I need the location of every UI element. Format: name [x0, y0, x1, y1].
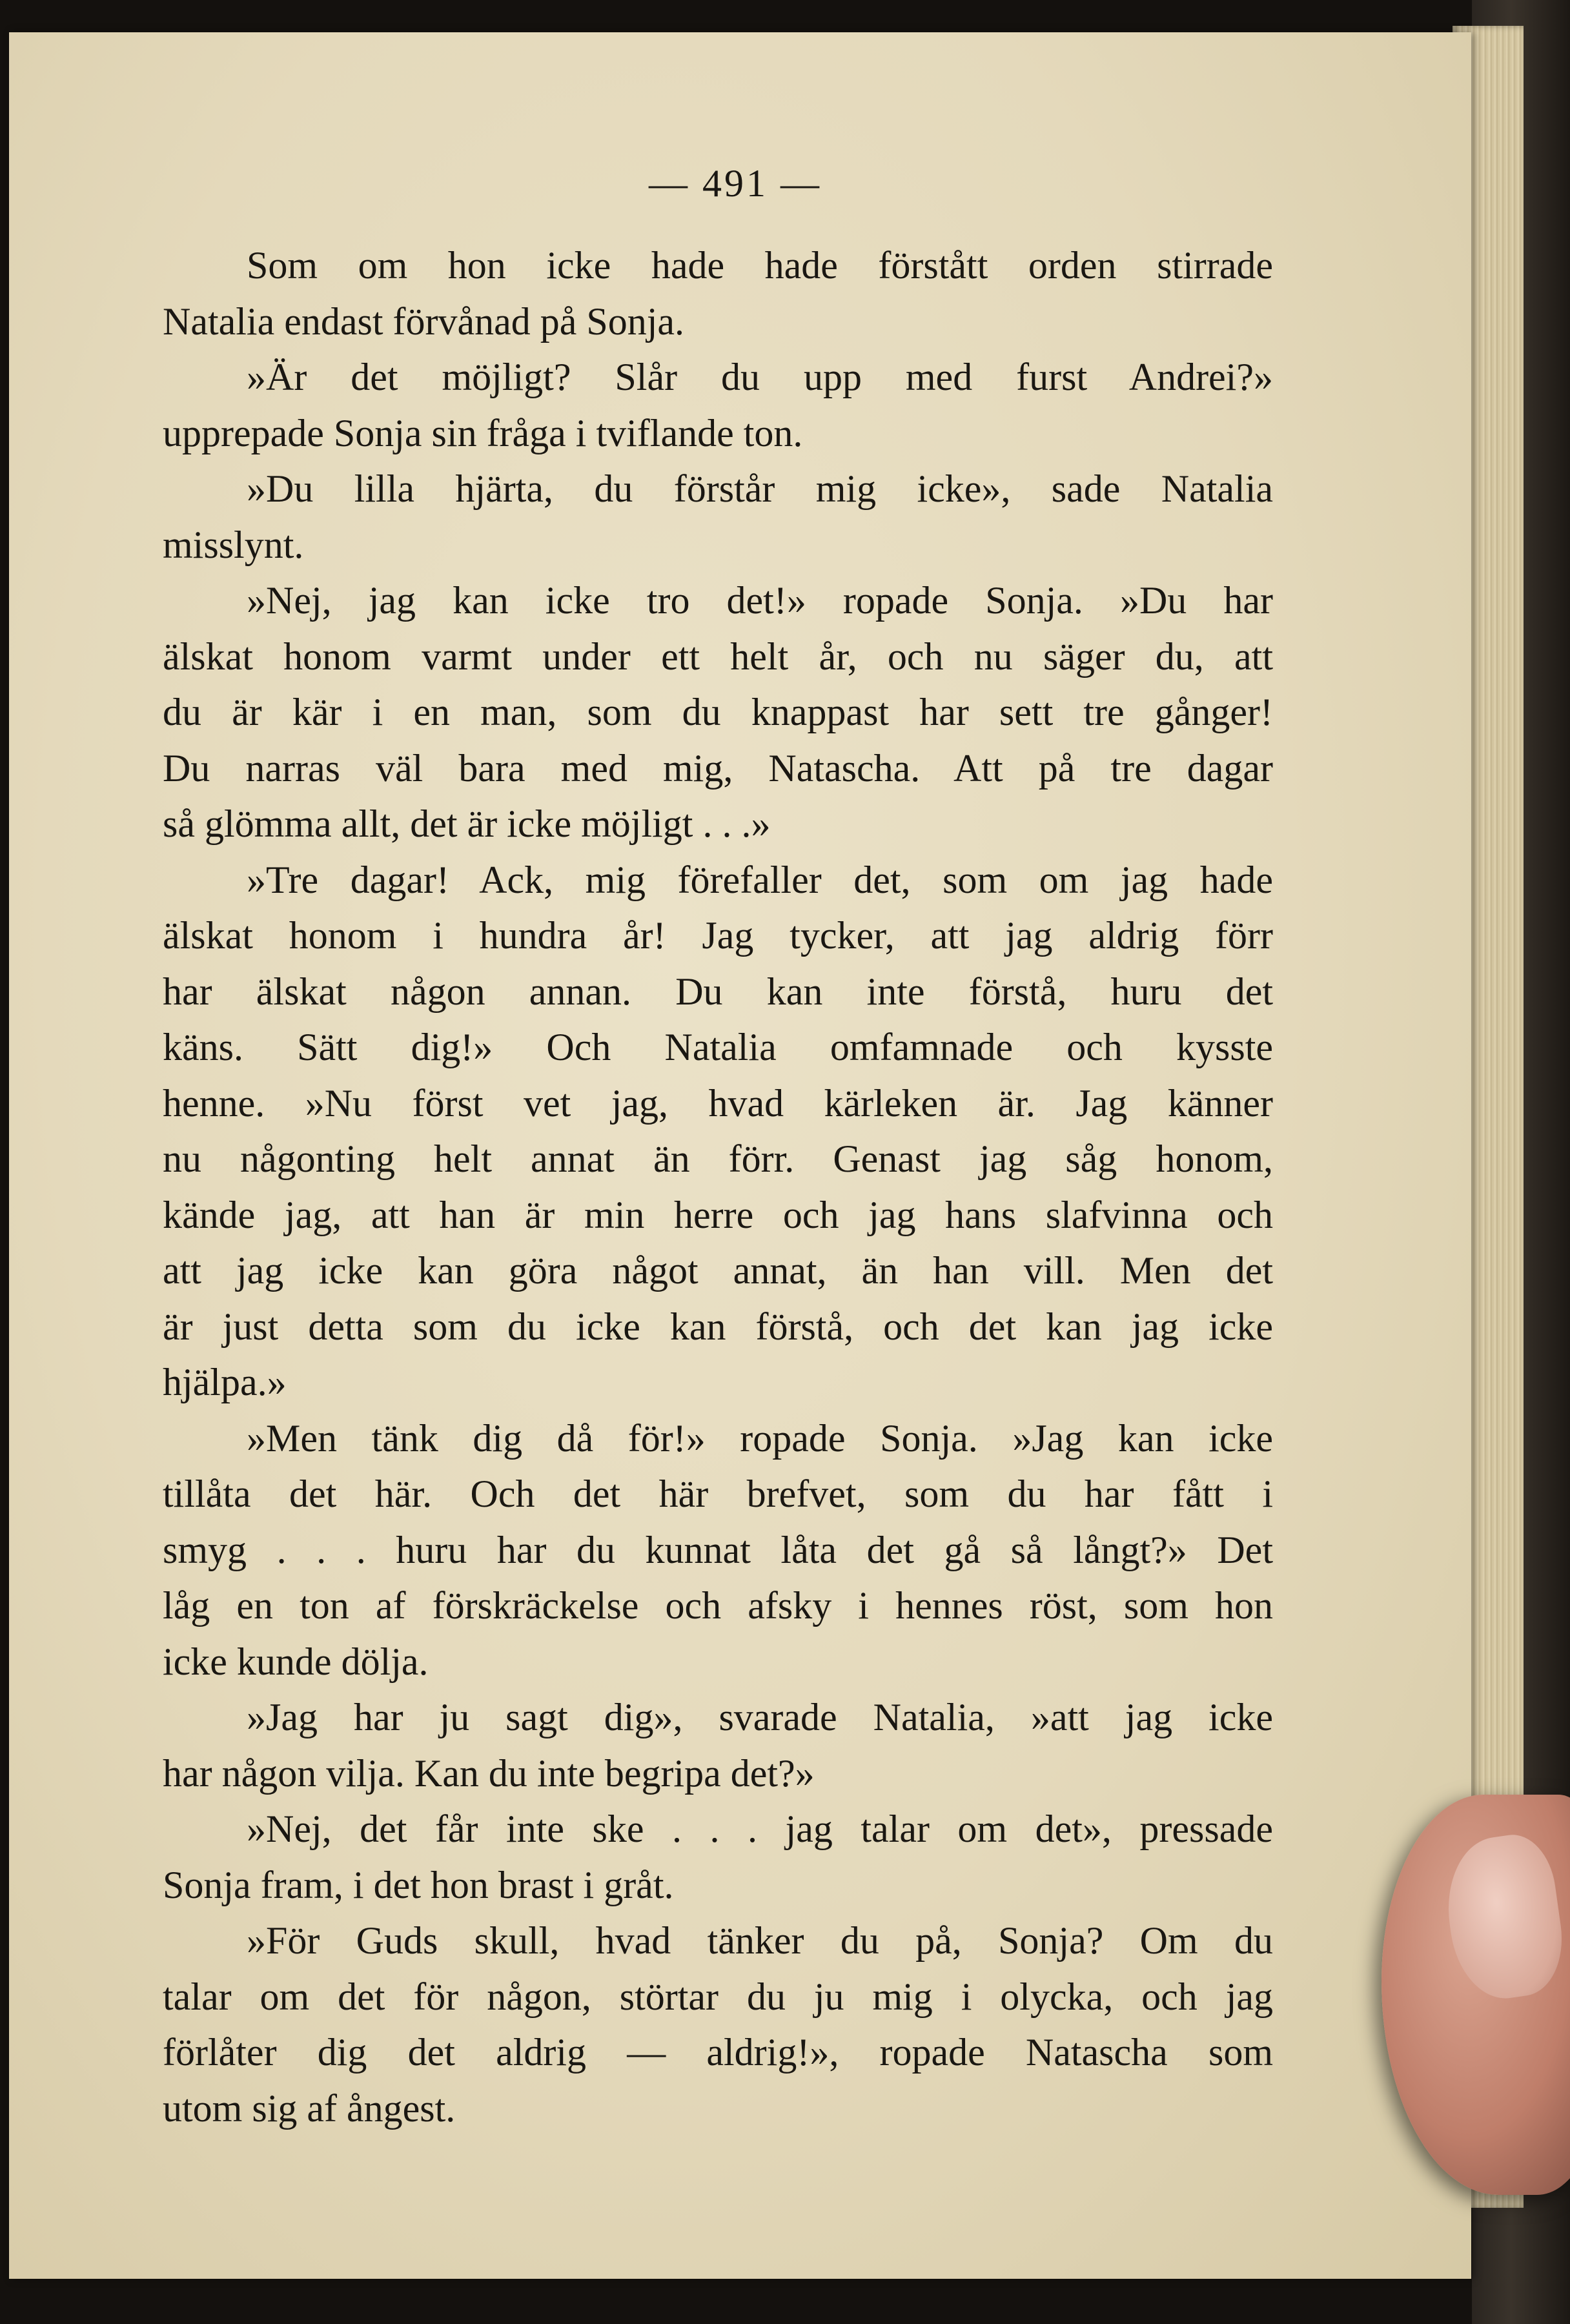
text-line: »För Guds skull, hvad tänker du på, Sonja? Om du	[247, 1919, 1273, 1962]
text-line: har älskat någon annan. Du kan inte förstå, huru det	[163, 970, 1273, 1013]
body-text	[163, 238, 1273, 2136]
text-line: talar om det för någon, störtar du ju mig i olycka, och jag	[163, 1975, 1273, 2018]
text-line: »Tre dagar! Ack, mig förefaller det, som om jag hade	[247, 858, 1273, 901]
text-line: förlåter dig det aldrig — aldrig!», ropade Natascha som	[163, 2031, 1273, 2074]
page-number: — 491 —	[649, 162, 822, 205]
text-line: Natalia endast förvånad på Sonja.	[163, 300, 685, 343]
text-line: utom sig af ångest.	[163, 2086, 456, 2130]
text-line: är just detta som du icke kan förstå, och det kan jag icke	[163, 1305, 1273, 1348]
text-line: hjälpa.»	[163, 1361, 287, 1403]
text-line: Du narras väl bara med mig, Natascha. Att på tre dagar	[163, 746, 1273, 790]
text-line: »Är det möjligt? Slår du upp med furst Andrei?»	[247, 356, 1273, 398]
text-line: tillåta det här. Och det här brefvet, som du har fått i	[163, 1473, 1273, 1515]
text-line: »Nej, jag kan icke tro det!» ropade Sonja. »Du har	[247, 579, 1273, 622]
text-line: kände jag, att han är min herre och jag hans slafvinna och	[163, 1193, 1273, 1236]
text-line: Som om hon icke hade hade förstått orden stirrade	[247, 244, 1273, 287]
text-line: icke kunde dölja.	[163, 1640, 429, 1683]
text-line: låg en ton af förskräckelse och afsky i hennes röst, som hon	[163, 1584, 1273, 1627]
text-line: älskat honom i hundra år! Jag tycker, att jag aldrig förr	[163, 914, 1273, 957]
text-line: käns. Sätt dig!» Och Natalia omfamnade och kysste	[163, 1026, 1273, 1068]
text-line: »Jag har ju sagt dig», svarade Natalia, »att jag icke	[247, 1696, 1273, 1738]
text-line: har någon vilja. Kan du inte begripa det?»	[163, 1751, 815, 1795]
text-line: så glömma allt, det är icke möjligt . . .»	[163, 802, 771, 845]
text-line: »Du lilla hjärta, du förstår mig icke», sade Natalia	[247, 467, 1273, 510]
text-line: nu någonting helt annat än förr. Genast jag såg honom,	[163, 1137, 1273, 1180]
text-line: att jag icke kan göra något annat, än han vill. Men det	[163, 1249, 1273, 1292]
text-line: henne. »Nu först vet jag, hvad kärleken är. Jag känner	[163, 1081, 1273, 1125]
text-line: upprepade Sonja sin fråga i tviflande ton.	[163, 411, 803, 454]
text-line: du är kär i en man, som du knappast har sett tre gånger!	[163, 691, 1273, 733]
text-line: Sonja fram, i det hon brast i gråt.	[163, 1863, 674, 1906]
book-page	[9, 32, 1471, 2279]
text-line: »Nej, det får inte ske . . . jag talar om det», pressade	[247, 1808, 1273, 1850]
text-line: älskat honom varmt under ett helt år, och nu säger du, att	[163, 635, 1273, 678]
text-line: misslynt.	[163, 523, 304, 566]
text-line: smyg . . . huru har du kunnat låta det gå så långt?» Det	[163, 1528, 1273, 1571]
text-line: »Men tänk dig då för!» ropade Sonja. »Jag kan icke	[247, 1416, 1273, 1460]
